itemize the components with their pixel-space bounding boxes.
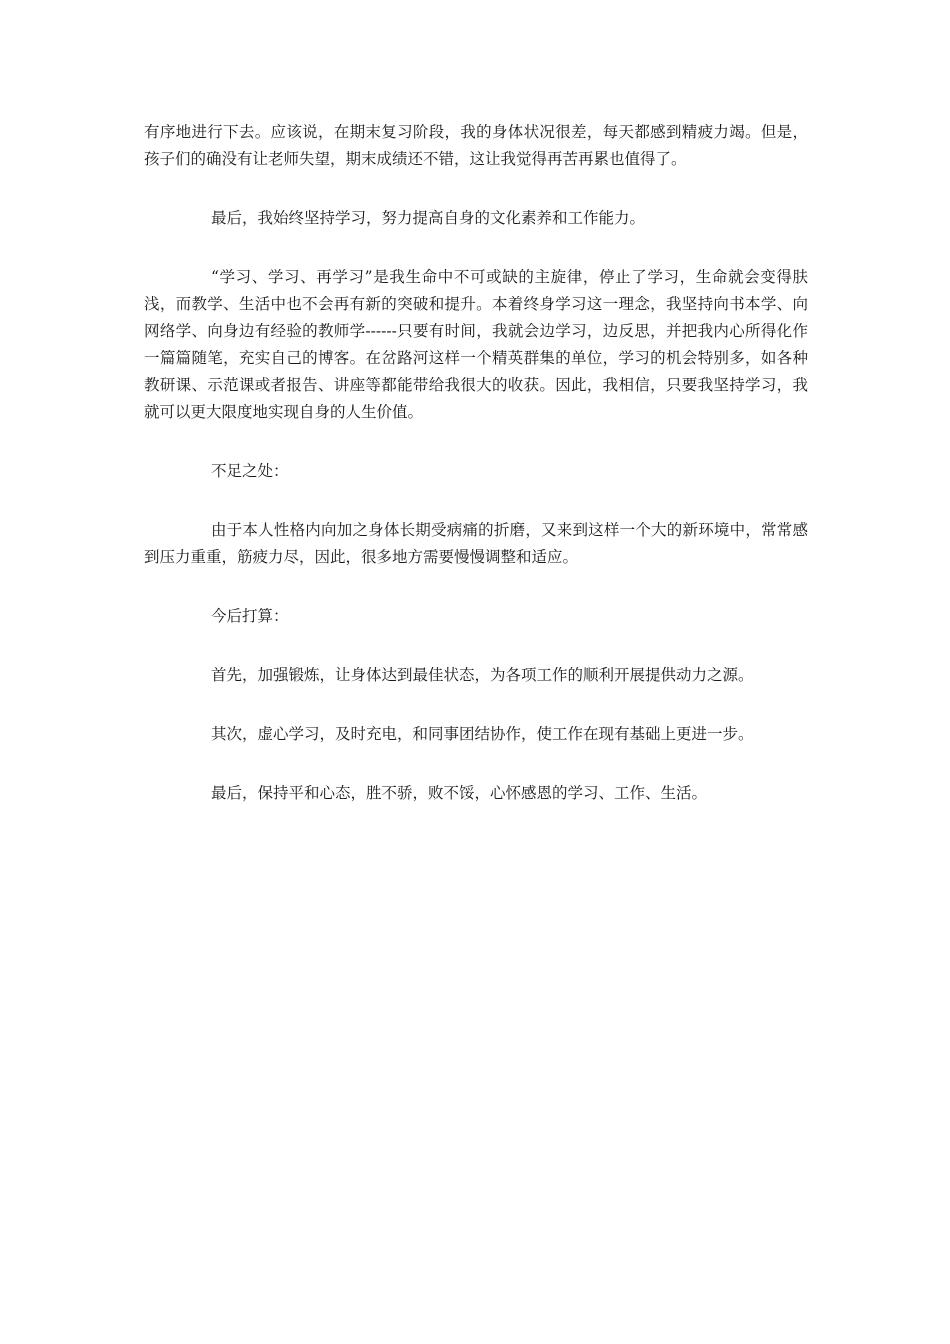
plan-item-second: 其次，虚心学习，及时充电，和同事团结协作，使工作在现有基础上更进一步。	[211, 725, 754, 743]
paragraph-learning-details: “学习、学习、再学习”是我生命中不可或缺的主旋律，停止了学习，生命就会变得肤浅，而教学、生活中也不会再有新的突破和提升。本着终身学习这一理念，我坚持向书本学、向网络学、向身边有经验的教师学------只要有时间，我就会边学习，边反思，并把我内心所得化作一篇篇随笔，充实自己的博客。在岔路河这样一个精英群集的单位，学习的机会特别多，如各种教研课、示范课或者报告、讲座等都能带给我很大的收获。因此，我相信，只要我坚持学习，我就可以更大限度地实现自身的人生价值。	[144, 268, 808, 421]
paragraph-shortcomings: 由于本人性格内向加之身体长期受病痛的折磨，又来到这样一个大的新环境中，常常感到压力重重，筋疲力尽，因此，很多地方需要慢慢调整和适应。	[144, 521, 808, 566]
plan-item-last: 最后，保持平和心态，胜不骄，败不馁，心怀感恩的学习、工作、生活。	[211, 784, 708, 802]
document-body	[144, 119, 808, 839]
paragraph-continuation: 有序地进行下去。应该说，在期末复习阶段，我的身体状况很差，每天都感到精疲力竭。但是，孩子们的确没有让老师失望，期末成绩还不错，这让我觉得再苦再累也值得了。	[144, 123, 808, 168]
heading-shortcomings: 不足之处：	[211, 462, 289, 480]
heading-future-plans: 今后打算：	[211, 607, 289, 625]
plan-item-first: 首先，加强锻炼，让身体达到最佳状态，为各项工作的顺利开展提供动力之源。	[211, 666, 754, 684]
paragraph-keep-learning: 最后，我始终坚持学习，努力提高自身的文化素养和工作能力。	[211, 209, 646, 227]
